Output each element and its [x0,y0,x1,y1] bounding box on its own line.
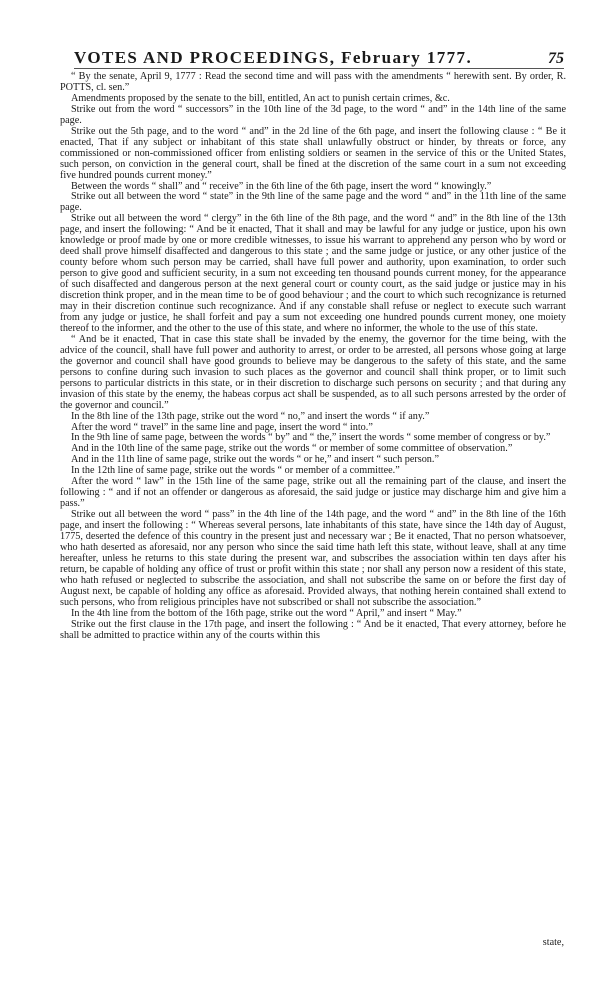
catchword: state, [542,937,564,948]
paragraph: Strike out the 5th page, and to the word “ and” in the 2d line of the 6th page, and insert the following clause : “ Be it enacted, That if any subject or inhabitant of this state shall unlawfully obstruct or hinder, by threats or force, any commissioned or non-commissioned officer from enlisting soldiers or seamen in the service of this or the United States, such person, on conviction in the general court, shall be fined at the discretion of the same court in a sum not exceeding five hundred pounds current money.” [60,125,566,181]
paragraph: In the 9th line of same page, between the words “ by” and “ the,” insert the words “ some member of congress or by.” [71,432,551,444]
paragraph: And in the 11th line of same page, strike out the words “ or he,” and insert “ such person.” [71,454,439,466]
paragraph: “ And be it enacted, That in case this state shall be invaded by the enemy, the governor for the time being, with the advice of the council, shall have full power and authority to arrest, or order to be arrested, all persons whose going at large the governor and council shall have good grounds to believe may be dangerous to the safety of this state, and the same persons to confine during such invasion to such places as the governor and council shall think proper, or to limit such persons to particular districts in this state, or in their discretion to discharge such persons on security ; and that during any invasion of this state by the enemy, the habeas corpus act shall be suspended, as to all such persons arrested by the order of the governor and council.” [60,333,566,411]
paragraph: In the 12th line of same page, strike out the words “ or member of a committee.” [71,465,400,477]
page-header [74,48,564,70]
paragraph: Strike out all between the word “ pass” in the 4th line of the 14th page, and the word “ and” in the 8th line of the 16th page, and insert the following : “ Whereas several persons, late inhabitants of this state, have since the 14th day of August, 1775, deserted the defence of this country in the present just and necessary war ; Be it enacted, That no person whatsoever, who hath deserted as aforesaid, nor any person who since the said time hath left this state, without leave, shall at any time hereafter, unless he returns to this state during the present war, and subscribes the association within ten days after his return, be capable of holding any office of trust or profit within this state ; nor shall any person now a resident of this state, who hath refused or neglected to subscribe the association, and shall not subscribe the same on or before the first day of August next, be capable of holding any office as aforesaid. Provided always, that nothing herein contained shall extend to such persons, who from religious principles have not subscribed or shall not subscribe the association.” [60,509,566,608]
paragraph: Between the words “ shall” and “ receive” in the 6th line of the 6th page, insert the word “ knowingly.” [71,180,492,192]
paragraph: And in the 10th line of the same page, strike out the words “ or member of some committee of observation.” [71,443,513,455]
page-number: 75 [548,50,564,67]
paragraph: “ By the senate, April 9, 1777 : Read the second time and will pass with the amendments “ herewith sent. By order, R. POTTS, cl. sen.” [60,71,566,93]
paragraph: Strike out from the word “ successors” in the 10th line of the 3d page, to the word “ and” in the 14th line of the same page. [60,103,566,126]
paragraph: Strike out all between the word “ clergy” in the 6th line of the 8th page, and the word “ and” in the 8th line of the 13th page, and insert the following: “ And be it enacted, That it shall and may be lawful for any judge or justice, upon his own knowledge or proof made by one or more credible witnesses, to issue his warrant to apprehend any person who by word or deed shall prove himself disaffected and dangerous to this state ; and the same judge or justice, or any other justice of the county before whom such person may be carried, shall have full power and authority, upon examination, to order such person to give good and sufficient security, in a sum not exceeding ten thousand pounds current money, for the appearance of such disaffected and dangerous person at the next general court or county court, as the said judge or justice may in his discretion think proper, and in the mean time to be of good behaviour ; and the court to which such recognizance is returned may in their discretion continue such recognizance. And if any constable shall refuse or neglect to execute such warrant from any judge or justice, he shall forfeit and pay a sum not exceeding one hundred pounds current money, one moiety thereof to the informer, and the other to the use of this state, and where no informer, the whole to the use of this state. [60,213,566,334]
header-rule [74,68,564,69]
paragraph: Strike out all between the word “ state” in the 9th line of the same page and the word “ and” in the 11th line of the same page. [60,191,566,214]
paragraph: In the 4th line from the bottom of the 16th page, strike out the word “ April,” and insert “ May.” [71,607,462,619]
paragraph: Amendments proposed by the senate to the bill, entitled, An act to punish certain crimes, &c. [71,92,450,104]
running-head: VOTES AND PROCEEDINGS, February 1777. [74,48,473,67]
paragraph: After the word “ law” in the 15th line of the same page, strike out all the remaining part of the clause, and insert the following : “ and if not an offender or dangerous as aforesaid, the said judge or justice may discharge him and give him a pass.” [60,476,566,510]
body-text [60,72,566,642]
paragraph: Strike out the first clause in the 17th page, and insert the following : “ And be it enacted, That every attorney, before he shall be admitted to practice within any of the courts within this [60,618,566,641]
paragraph: In the 8th line of the 13th page, strike out the word “ no,” and insert the words “ if any.” [71,410,430,422]
paragraph: After the word “ travel” in the same line and page, insert the word “ into.” [71,421,373,433]
